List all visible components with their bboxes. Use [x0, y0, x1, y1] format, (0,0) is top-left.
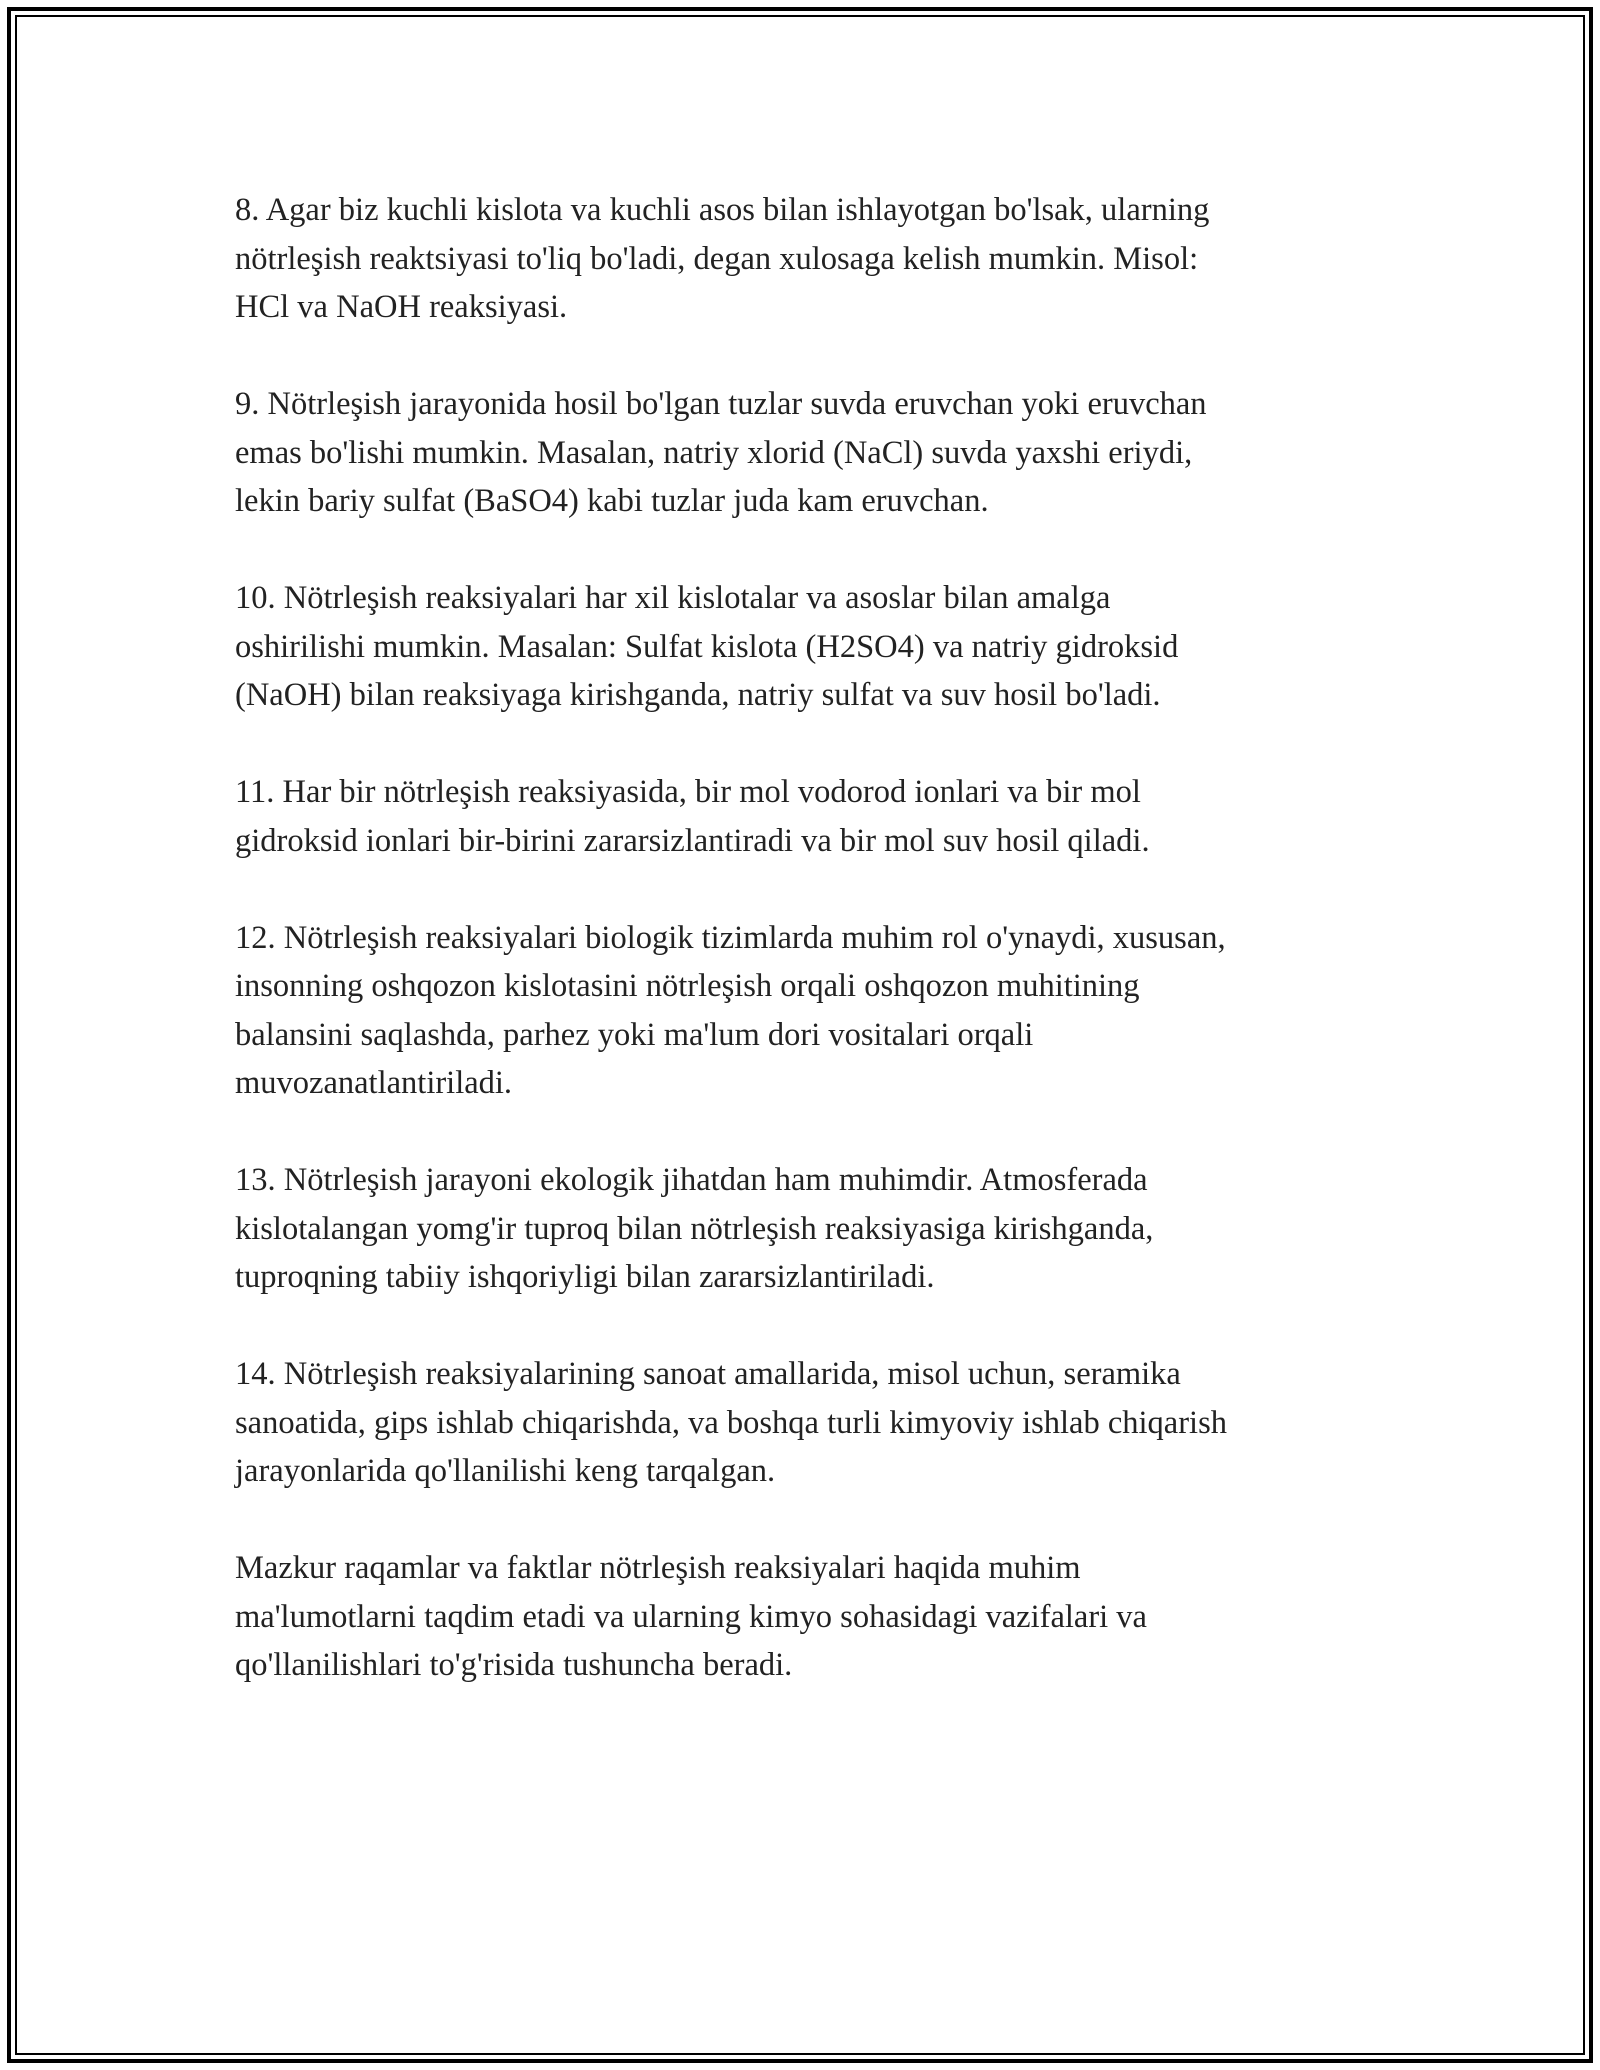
paragraph-item-10: 10. Nötrleşish reaksiyalari har xil kislotalar va asoslar bilan amalga oshirilishi mumkin. Masalan: Sulfat kislota (H2SO4) va natriy gidroksid (NaOH) bilan reaksiyaga kirishganda, natriy sulfat va suv hosil bo'ladi. [235, 580, 1179, 713]
paragraph-item-12: 12. Nötrleşish reaksiyalari biologik tizimlarda muhim rol o'ynaydi, xususan, insonning oshqozon kislotasini nötrleşish orqali oshqozon muhitining balansini saqlashda, parhez yoki ma'lum dori vositalari orqali muvozanatlantiriladi. [235, 919, 1226, 1101]
document-body [235, 186, 1365, 1690]
paragraph-item-14: 14. Nötrleşish reaksiyalarining sanoat amallarida, misol uchun, seramika sanoatida, gips ishlab chiqarishda, va boshqa turli kimyoviy ishlab chiqarish jarayonlarida qo'llanilishi keng tarqalgan. [235, 1356, 1227, 1489]
paragraph-item-11: 11. Har bir nötrleşish reaksiyasida, bir mol vodorod ionlari va bir mol gidroksid ionlari bir-birini zararsizlantiradi va bir mol suv hosil qiladi. [235, 774, 1150, 859]
paragraph-item-8: 8. Agar biz kuchli kislota va kuchli asos bilan ishlayotgan bo'lsak, ularning nötrleşish reaktsiyasi to'liq bo'ladi, degan xulosaga kelish mumkin. Misol: HCl va NaOH reaksiyasi. [235, 192, 1210, 325]
paragraph-conclusion: Mazkur raqamlar va faktlar nötrleşish reaksiyalari haqida muhim ma'lumotlarni taqdim etadi va ularning kimyo sohasidagi vazifalari va qo'llanilishlari to'g'risida tushuncha beradi. [235, 1550, 1147, 1683]
paragraph-item-13: 13. Nötrleşish jarayoni ekologik jihatdan ham muhimdir. Atmosferada kislotalangan yomg'ir tuproq bilan nötrleşish reaksiyasiga kirishganda, tuproqning tabiiy ishqoriyligi bilan zararsizlantiriladi. [235, 1162, 1154, 1295]
paragraph-item-9: 9. Nötrleşish jarayonida hosil bo'lgan tuzlar suvda eruvchan yoki eruvchan emas bo'lishi mumkin. Masalan, natriy xlorid (NaCl) suvda yaxshi eriydi, lekin bariy sulfat (BaSO4) kabi tuzlar juda kam eruvchan. [235, 386, 1207, 519]
